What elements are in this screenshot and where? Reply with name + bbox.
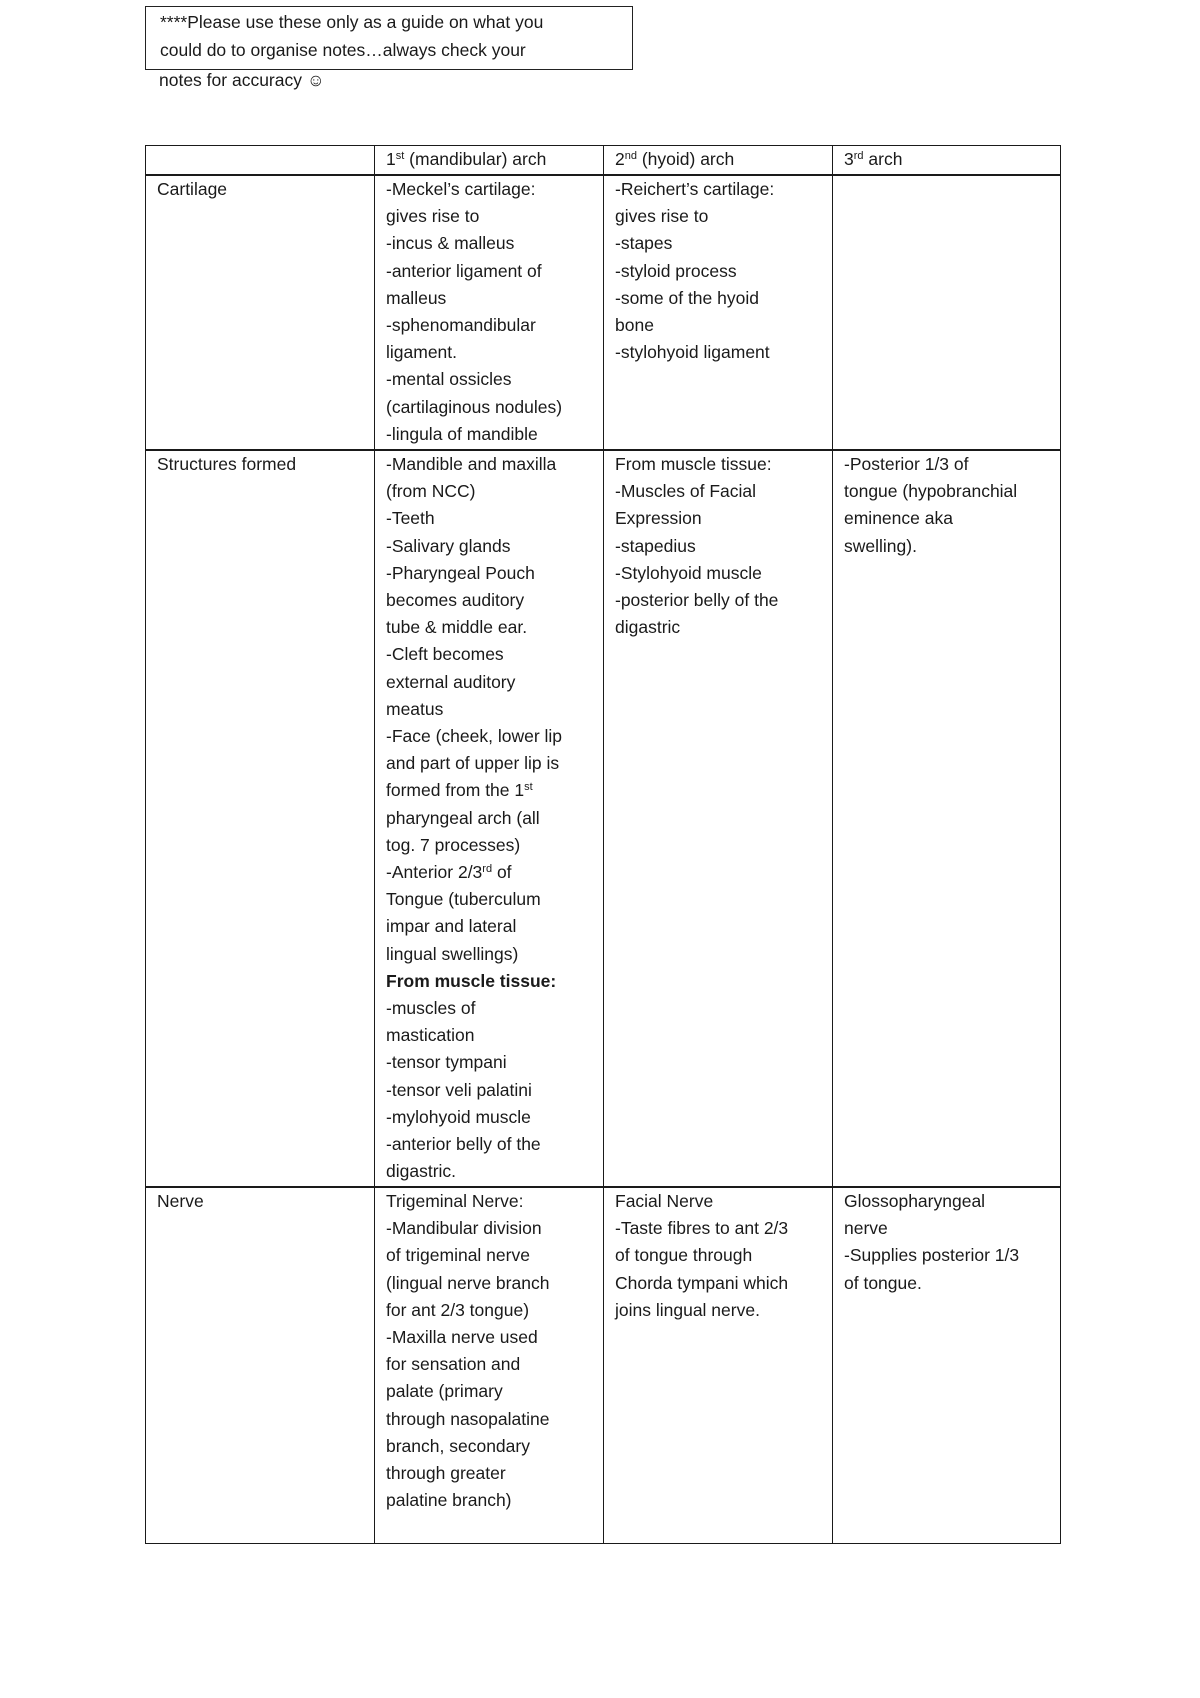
table-header-row bbox=[146, 146, 1061, 176]
cell-line: -Salivary glands bbox=[386, 535, 511, 556]
cell-line: -stylohyoid ligament bbox=[615, 342, 770, 363]
cell-line: meatus bbox=[386, 698, 444, 719]
cell-line: of trigeminal nerve bbox=[386, 1245, 530, 1266]
row-label-structures-formed: Structures formed bbox=[146, 450, 375, 1187]
cell-line: ligament. bbox=[386, 342, 458, 363]
cell-line: for ant 2/3 tongue) bbox=[386, 1299, 530, 1320]
cell-line-text: formed from the 1 bbox=[386, 780, 525, 801]
header-arch-2-num: 2 bbox=[615, 149, 625, 169]
cell-line: -Stylohyoid muscle bbox=[615, 562, 762, 583]
header-arch-1-num: 1 bbox=[386, 149, 396, 169]
cell-line: (from NCC) bbox=[386, 481, 476, 502]
cell-line: -anterior belly of the bbox=[386, 1134, 541, 1155]
header-arch-3-num: 3 bbox=[844, 149, 854, 169]
cell-line: of tongue. bbox=[844, 1272, 922, 1293]
cell-line: branch, secondary bbox=[386, 1435, 530, 1456]
header-arch-2-rest: (hyoid) arch bbox=[636, 149, 735, 169]
cell-line: digastric. bbox=[386, 1161, 457, 1182]
cell-line-text: -Anterior 2/3 bbox=[386, 862, 483, 883]
row-label-cartilage: Cartilage bbox=[146, 175, 375, 450]
cell-line: mastication bbox=[386, 1025, 475, 1046]
cell-line: -Cleft becomes bbox=[386, 644, 504, 665]
cell-line: Expression bbox=[615, 508, 702, 529]
cell-line: -Posterior 1/3 of bbox=[844, 454, 969, 474]
cell-line: and part of upper lip is bbox=[386, 753, 560, 774]
cell-line: From muscle tissue: bbox=[615, 454, 772, 474]
cell-line: impar and lateral bbox=[386, 916, 517, 937]
header-arch-2 bbox=[604, 146, 833, 176]
cell-line-text: of bbox=[492, 862, 512, 883]
cell-structures-arch-1 bbox=[375, 450, 604, 1187]
cell-line: -tensor tympani bbox=[386, 1052, 507, 1073]
cell-line: -posterior belly of the bbox=[615, 590, 779, 611]
cell-cartilage-arch-1 bbox=[375, 175, 604, 450]
cell-line: (lingual nerve branch bbox=[386, 1272, 550, 1293]
cell-line: palate (primary bbox=[386, 1381, 503, 1402]
cell-line: eminence aka bbox=[844, 508, 953, 529]
disclaimer-line-2: could do to organise notes…always check your bbox=[160, 39, 526, 60]
cell-line: -mental ossicles bbox=[386, 369, 512, 390]
cell-line: -anterior ligament of bbox=[386, 260, 542, 281]
cell-line: pharyngeal arch (all bbox=[386, 807, 540, 828]
cell-line: nerve bbox=[844, 1218, 888, 1239]
cell-line: -Face (cheek, lower lip bbox=[386, 726, 563, 747]
cell-structures-arch-2 bbox=[604, 450, 833, 1187]
cell-line: gives rise to bbox=[386, 206, 480, 227]
cell-line: -Mandible and maxilla bbox=[386, 454, 557, 474]
cell-line: -lingula of mandible bbox=[386, 423, 538, 444]
disclaimer-line-1: ****Please use these only as a guide on what you bbox=[160, 12, 544, 32]
cell-line: -Mandibular division bbox=[386, 1218, 542, 1239]
cell-line: external auditory bbox=[386, 671, 516, 692]
header-arch-2-sup: nd bbox=[624, 150, 637, 162]
header-arch-1-sup: st bbox=[395, 150, 405, 162]
cell-line: digastric bbox=[615, 617, 681, 638]
disclaimer-line-3: notes for accuracy ☺ bbox=[159, 70, 325, 90]
cell-cartilage-arch-2 bbox=[604, 175, 833, 450]
cell-line: tube & middle ear. bbox=[386, 617, 528, 638]
cell-line: tog. 7 processes) bbox=[386, 834, 521, 855]
disclaimer-box bbox=[145, 6, 633, 70]
cell-line: Trigeminal Nerve: bbox=[386, 1191, 524, 1211]
table-row-cartilage bbox=[146, 175, 1061, 450]
cell-nerve-arch-2 bbox=[604, 1187, 833, 1544]
header-arch-3 bbox=[833, 146, 1061, 176]
cell-line: -some of the hyoid bbox=[615, 287, 759, 308]
cell-line: becomes auditory bbox=[386, 590, 525, 611]
cell-line: -stapes bbox=[615, 233, 673, 254]
cell-line-sup: st bbox=[524, 781, 533, 794]
header-blank-cell bbox=[146, 146, 375, 176]
cell-line: -Pharyngeal Pouch bbox=[386, 562, 535, 583]
cell-line: -styloid process bbox=[615, 260, 737, 281]
cell-line: -muscles of bbox=[386, 998, 476, 1019]
cell-line: -tensor veli palatini bbox=[386, 1079, 532, 1100]
cell-line bbox=[386, 859, 595, 886]
pharyngeal-arches-table bbox=[145, 145, 1061, 1544]
cell-line: lingual swellings) bbox=[386, 943, 519, 964]
cell-line: -Reichert’s cartilage: bbox=[615, 179, 775, 199]
cell-line: -stapedius bbox=[615, 535, 696, 556]
cell-line: gives rise to bbox=[615, 206, 709, 227]
table-row-nerve bbox=[146, 1187, 1061, 1544]
cell-subheading: From muscle tissue: bbox=[386, 970, 557, 991]
header-arch-1-rest: (mandibular) arch bbox=[404, 149, 547, 169]
cell-structures-arch-3 bbox=[833, 450, 1061, 1187]
cell-line: -sphenomandibular bbox=[386, 315, 536, 336]
table-row-structures-formed bbox=[146, 450, 1061, 1187]
cell-nerve-arch-1 bbox=[375, 1187, 604, 1544]
cell-line: tongue (hypobranchial bbox=[844, 481, 1018, 502]
header-arch-1 bbox=[375, 146, 604, 176]
cell-line: palatine branch) bbox=[386, 1490, 512, 1511]
cell-cartilage-arch-3 bbox=[833, 175, 1061, 450]
cell-line: -Meckel’s cartilage: bbox=[386, 179, 536, 199]
cell-line-sup: rd bbox=[482, 863, 493, 876]
cell-line: of tongue through bbox=[615, 1245, 753, 1266]
cell-line: -Maxilla nerve used bbox=[386, 1327, 538, 1348]
cell-line: -Muscles of Facial bbox=[615, 481, 757, 502]
cell-line: malleus bbox=[386, 287, 447, 308]
row-label-nerve: Nerve bbox=[146, 1187, 375, 1544]
cell-line: bone bbox=[615, 315, 654, 336]
header-arch-3-sup: rd bbox=[853, 150, 864, 162]
cell-line: -Teeth bbox=[386, 508, 435, 529]
cell-line: -Supplies posterior 1/3 bbox=[844, 1245, 1020, 1266]
cell-line: Tongue (tuberculum bbox=[386, 889, 541, 910]
cell-line: joins lingual nerve. bbox=[615, 1299, 760, 1320]
cell-line: (cartilaginous nodules) bbox=[386, 396, 563, 417]
header-arch-3-rest: arch bbox=[863, 149, 903, 169]
cell-line: -Taste fibres to ant 2/3 bbox=[615, 1218, 789, 1239]
cell-line: through nasopalatine bbox=[386, 1408, 550, 1429]
cell-line: Facial Nerve bbox=[615, 1191, 714, 1211]
cell-line: Glossopharyngeal bbox=[844, 1191, 986, 1211]
cell-line: for sensation and bbox=[386, 1354, 521, 1375]
cell-line: -mylohyoid muscle bbox=[386, 1106, 531, 1127]
cell-line: swelling). bbox=[844, 535, 917, 556]
cell-line: Chorda tympani which bbox=[615, 1272, 789, 1293]
cell-line bbox=[386, 777, 595, 804]
cell-line: -incus & malleus bbox=[386, 233, 515, 254]
cell-nerve-arch-3 bbox=[833, 1187, 1061, 1544]
cell-line: through greater bbox=[386, 1463, 506, 1484]
